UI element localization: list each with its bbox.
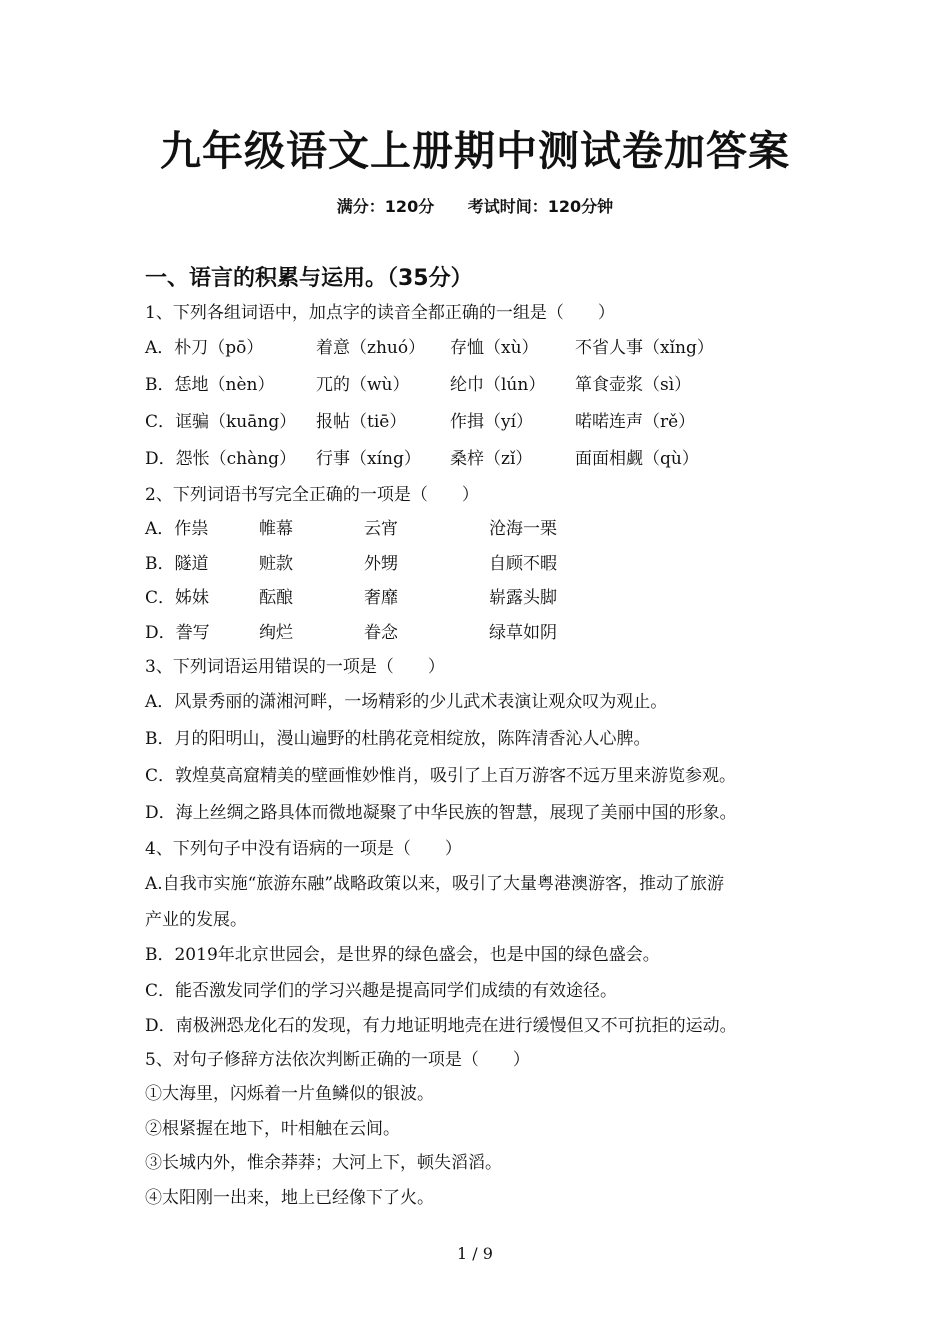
q2-cell: D．誊写 [145,623,210,643]
q1-cell: C．诓骗（kuāng） [145,412,297,432]
q3-option-b: B．月的阳明山，漫山遍野的杜鹃花竞相绽放，陈阵清香沁人心脾。 [145,729,651,749]
exam-time: 考试时间：120分钟 [467,197,614,216]
q1-cell: 报帖（tiē） [316,412,407,432]
q2-cell: 奢靡 [364,588,398,608]
q3-option-a: A．风景秀丽的潇湘河畔，一场精彩的少儿武术表演让观众叹为观止。 [145,692,668,712]
q1-cell: 存恤（xù） [450,338,539,358]
q1-cell: 兀的（wù） [316,375,410,395]
page-number: 1 / 9 [457,1244,493,1263]
q1-cell: 着意（zhuó） [316,338,426,358]
q2-cell: B．隧道 [145,554,209,574]
q1-cell: 作揖（yí） [450,412,534,432]
q5-item-4: ④太阳刚一出来，地上已经像下了火。 [145,1188,434,1208]
q4-option-a-line2: 产业的发展。 [145,910,247,930]
q4-option-b: B．2019年北京世园会，是世界的绿色盛会，也是中国的绿色盛会。 [145,945,660,965]
q2-cell: 绿草如阴 [489,623,557,643]
q1-cell: 喏喏连声（rě） [575,412,696,432]
q2-cell: 云宵 [364,519,398,539]
question-4-stem: 4、下列句子中没有语病的一项是（ ） [145,839,462,859]
q4-option-d: D．南极洲恐龙化石的发现，有力地证明地壳在进行缓慢但又不可抗拒的运动。 [145,1016,737,1036]
q1-cell: 不省人事（xǐng） [575,338,714,358]
question-1-stem: 1、下列各组词语中，加点字的读音全都正确的一组是（ ） [145,303,615,323]
q2-cell: 沧海一栗 [489,519,557,539]
q2-cell: 自顾不暇 [489,554,557,574]
q3-option-c: C．敦煌莫高窟精美的壁画惟妙惟肖，吸引了上百万游客不远万里来游览参观。 [145,766,737,786]
section-heading: 一、语言的积累与运用。（35分） [145,266,473,291]
q2-cell: 赃款 [259,554,293,574]
q2-cell: C．姊妹 [145,588,210,608]
q5-item-2: ②根紧握在地下，叶相触在云间。 [145,1119,400,1139]
q1-cell: 箪食壶浆（sì） [575,375,692,395]
question-2-stem: 2、下列词语书写完全正确的一项是（ ） [145,485,479,505]
score-info [0,194,950,217]
q5-item-3: ③长城内外，惟余莽莽；大河上下，顿失滔滔。 [145,1153,502,1173]
q2-cell: 崭露头脚 [489,588,557,608]
full-marks: 满分：120分 [336,197,435,216]
q1-cell: 桑梓（zǐ） [450,449,533,469]
page-title: 九年级语文上册期中测试卷加答案 [160,127,790,175]
q2-cell: 外甥 [364,554,398,574]
q1-cell: 行事（xíng） [316,449,421,469]
q1-cell: B．恁地（nèn） [145,375,275,395]
q2-cell: 眷念 [364,623,398,643]
q3-option-d: D．海上丝绸之路具体而微地凝聚了中华民族的智慧，展现了美丽中国的形象。 [145,803,737,823]
q1-cell: D．怨怅（chàng） [145,449,297,469]
q2-cell: A．作祟 [145,519,209,539]
q5-item-1: ①大海里，闪烁着一片鱼鳞似的银波。 [145,1084,434,1104]
q2-cell: 帷幕 [259,519,293,539]
question-3-stem: 3、下列词语运用错误的一项是（ ） [145,657,445,677]
q1-cell: 纶巾（lún） [450,375,546,395]
q2-cell: 酝酿 [259,588,293,608]
q1-cell: A．朴刀（pō） [145,338,264,358]
q2-cell: 绚烂 [259,623,293,643]
q4-option-c: C．能否激发同学们的学习兴趣是提高同学们成绩的有效途径。 [145,981,618,1001]
question-5-stem: 5、对句子修辞方法依次判断正确的一项是（ ） [145,1050,530,1070]
q1-cell: 面面相觑（qù） [575,449,699,469]
q4-option-a-line1: A.自我市实施“旅游东融”战略政策以来，吸引了大量粤港澳游客，推动了旅游 [145,874,725,894]
